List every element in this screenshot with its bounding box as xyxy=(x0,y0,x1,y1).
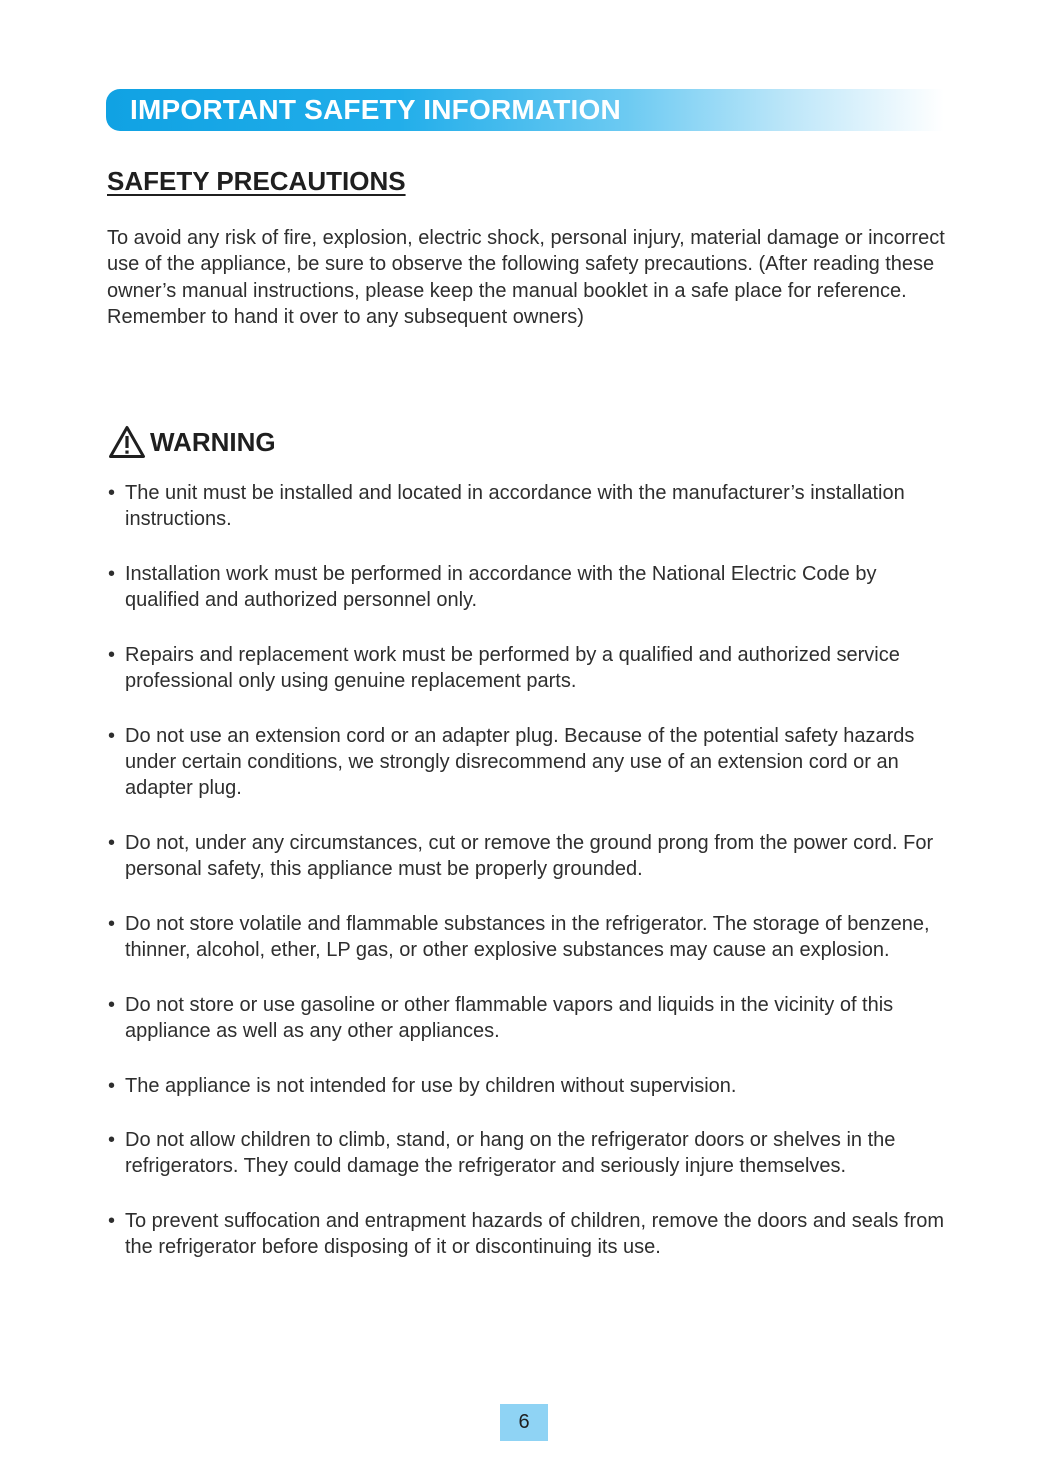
bullet-dot: • xyxy=(108,1129,116,1152)
warning-triangle-icon xyxy=(108,425,150,459)
list-item xyxy=(108,911,953,964)
bullet-dot: • xyxy=(108,993,116,1016)
bullet-dot: • xyxy=(108,1210,116,1233)
list-item-text: Do not store or use gasoline or other flammable vapors and liquids in the vicinity of this appliance as well as any other appliances. xyxy=(125,993,894,1042)
header-banner xyxy=(106,89,944,131)
list-item-text: The appliance is not intended for use by children without supervision. xyxy=(125,1074,737,1097)
list-item-text: Repairs and replacement work must be performed by a qualified and authorized service professional only using genuine replacement parts. xyxy=(125,643,900,693)
list-item xyxy=(108,561,953,614)
intro-paragraph: To avoid any risk of fire, explosion, electric shock, personal injury, material damage or incorrect use of the appliance, be sure to observe the following safety precautions. (After reading these owner’s manual instructions, please keep the manual booklet in a safe place for reference. Remember to hand it over to any subsequent owners) xyxy=(107,227,945,328)
bullet-dot: • xyxy=(108,643,116,666)
list-item-text: The unit must be installed and located in accordance with the manufacturer’s installation instructions. xyxy=(125,482,905,531)
warning-heading xyxy=(108,424,276,460)
bullet-dot: • xyxy=(108,482,116,504)
list-item-text: Do not store volatile and flammable substances in the refrigerator. The storage of benzene, thinner, alcohol, ether, LP gas, or other explosive substances may cause an explosion. xyxy=(125,912,930,962)
bullet-dot: • xyxy=(108,562,116,585)
list-item-text: Do not use an extension cord or an adapter plug. Because of the potential safety hazards under certain conditions, we strongly disrecommend any use of an extension cord or an adapter plug. xyxy=(125,724,915,800)
list-item xyxy=(108,642,953,695)
page-number xyxy=(500,1404,548,1441)
header-title: IMPORTANT SAFETY INFORMATION xyxy=(130,94,621,125)
list-item-text: To prevent suffocation and entrapment hazards of children, remove the doors and seals from the refrigerator before disposing of it or discontinuing its use. xyxy=(125,1210,944,1259)
list-item-text: Do not allow children to climb, stand, or hang on the refrigerator doors or shelves in the refrigerators. They could damage the refrigerator and seriously injure themselves. xyxy=(125,1129,896,1178)
list-item xyxy=(108,1073,953,1099)
list-item-text: Installation work must be performed in accordance with the National Electric Code by qualified and authorized personnel only. xyxy=(125,562,877,612)
bullet-dot: • xyxy=(108,831,116,854)
list-item-text: Do not, under any circumstances, cut or remove the ground prong from the power cord. For personal safety, this appliance must be properly grounded. xyxy=(125,831,934,881)
bullet-dot: • xyxy=(108,912,116,935)
warning-label: WARNING xyxy=(150,426,276,457)
list-item xyxy=(108,992,953,1045)
list-item xyxy=(108,480,953,533)
list-item xyxy=(108,1127,953,1180)
list-item xyxy=(108,830,953,883)
bullet-dot: • xyxy=(108,1074,116,1097)
list-item xyxy=(108,723,953,802)
section-title: SAFETY PRECAUTIONS xyxy=(107,166,406,196)
page-number-text: 6 xyxy=(518,1411,530,1433)
list-item xyxy=(108,1208,953,1261)
bullet-dot: • xyxy=(108,724,116,747)
warning-list xyxy=(108,480,953,1289)
